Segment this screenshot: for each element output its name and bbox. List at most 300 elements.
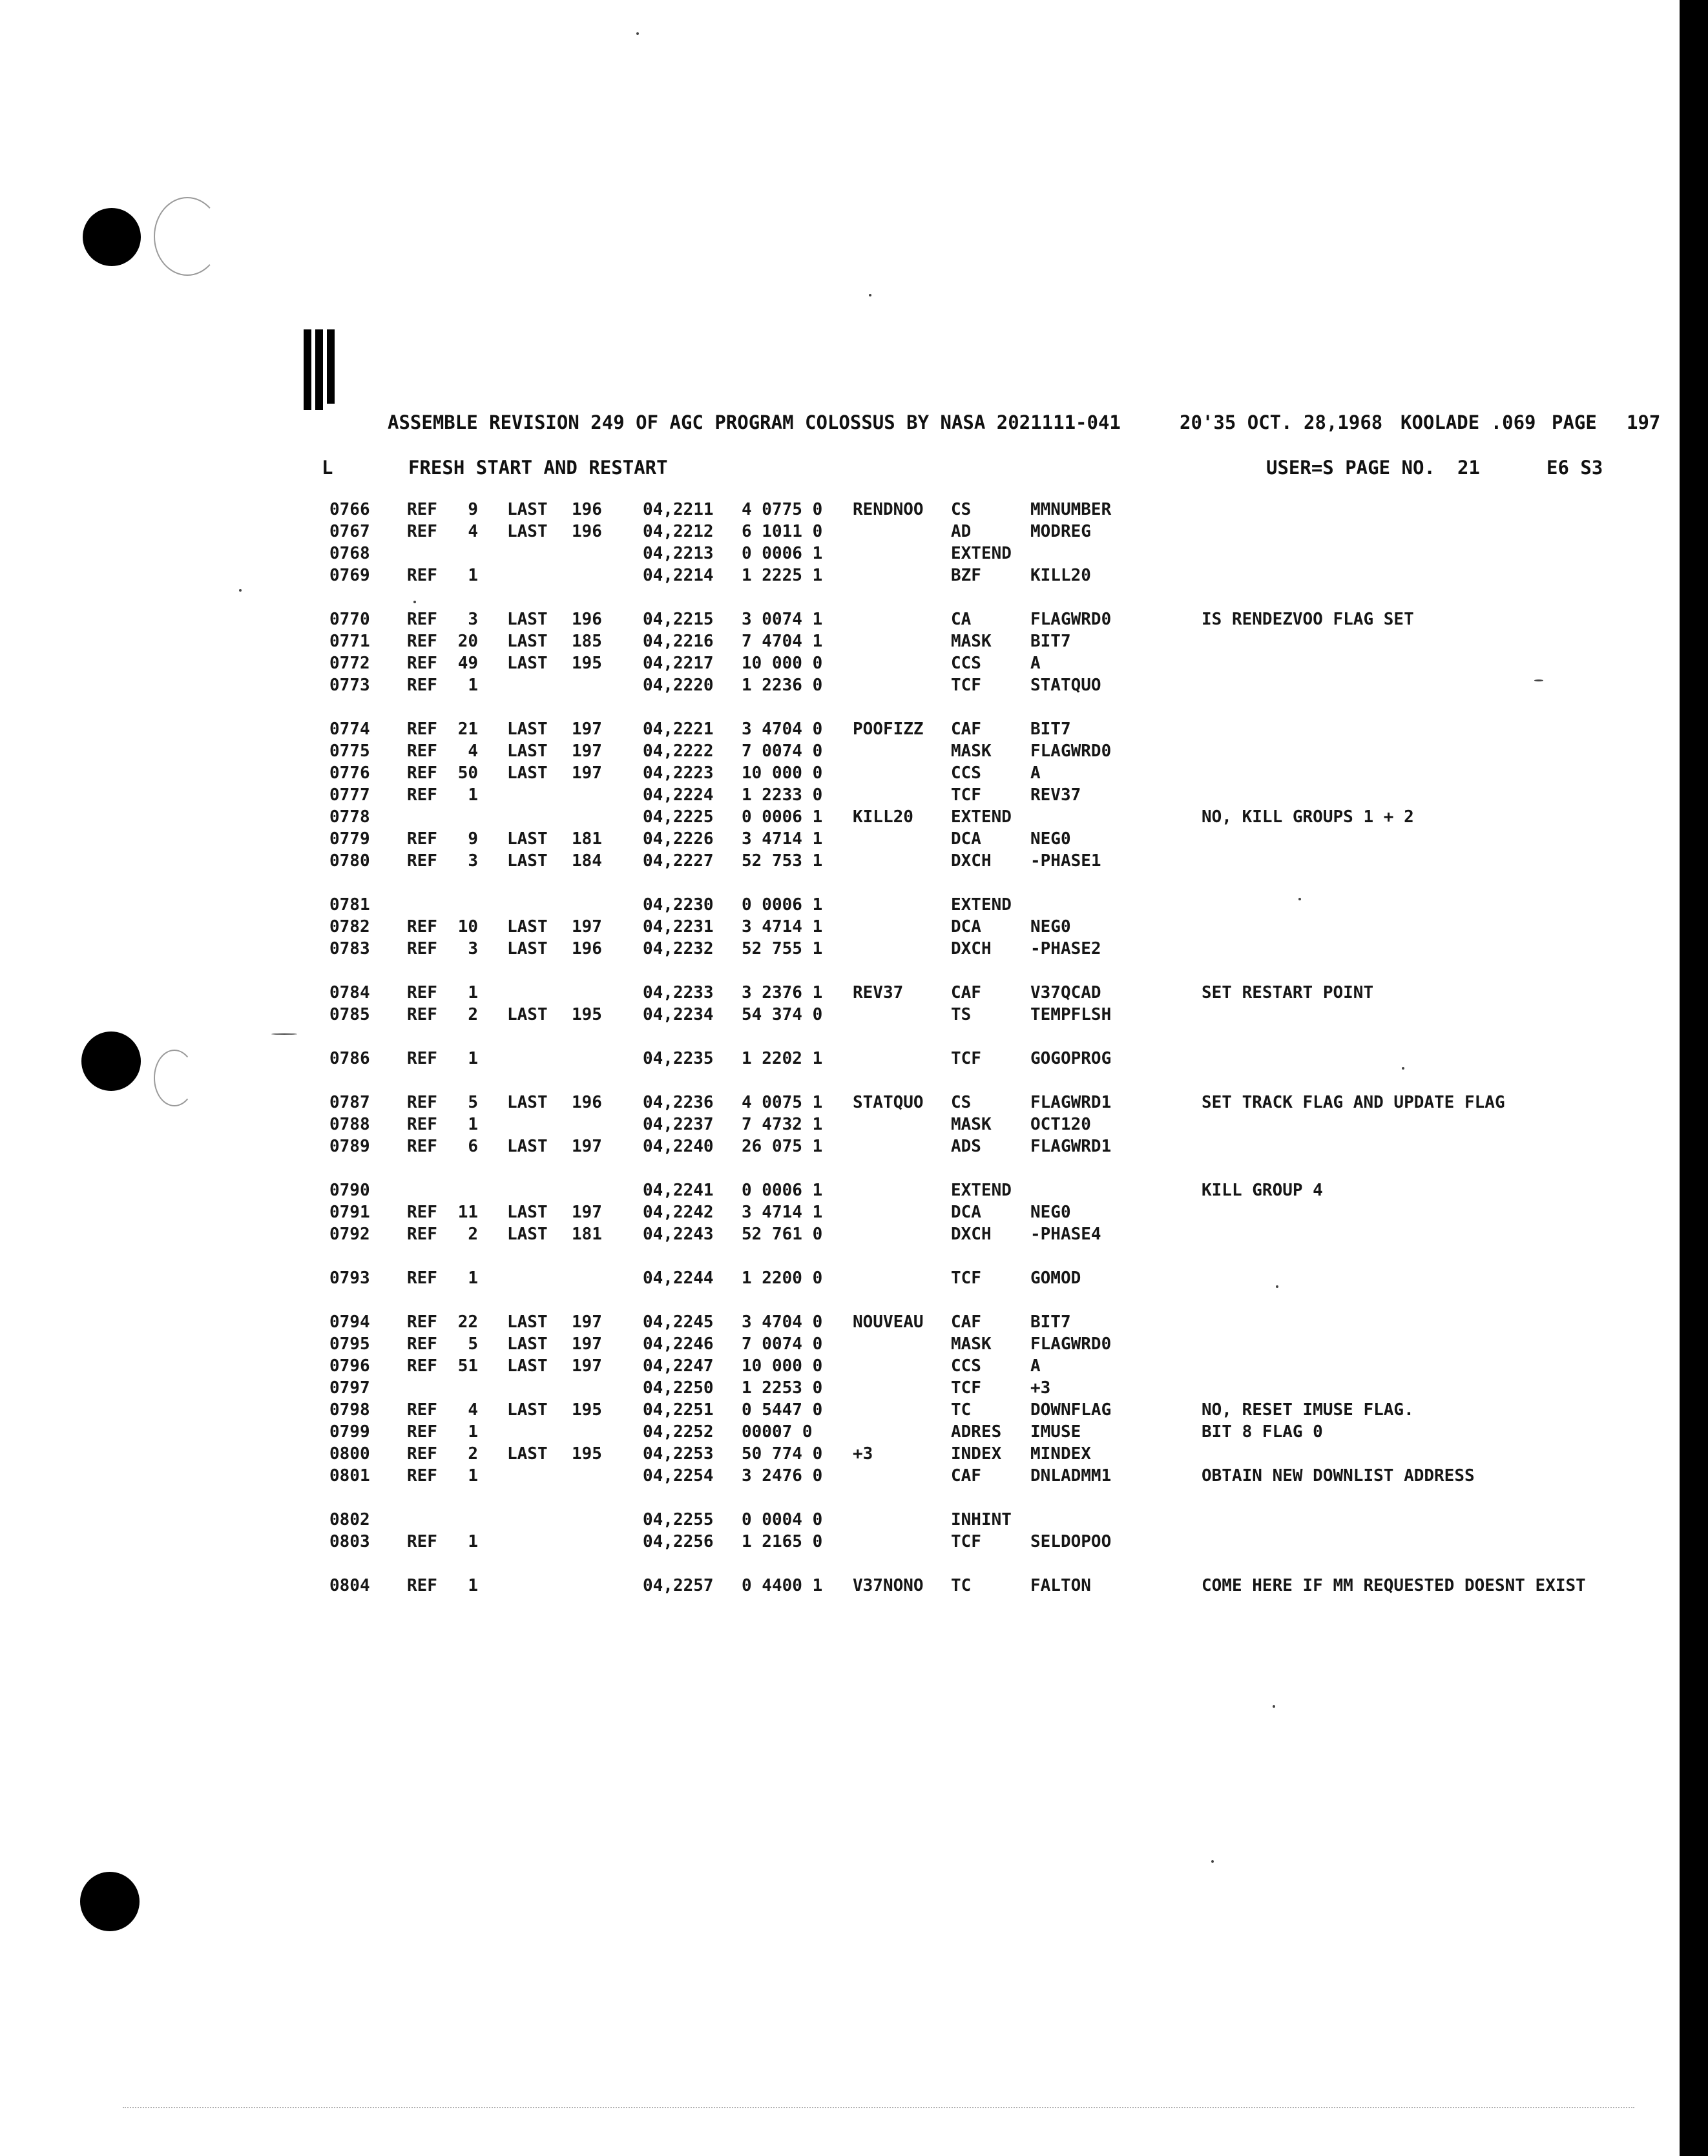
opcode: CCS [951, 763, 981, 783]
octal-word: 10 000 0 [742, 654, 823, 673]
operand: MINDEX [1030, 1444, 1091, 1464]
operand: KILL20 [1030, 566, 1091, 585]
ref-count: 3 [468, 939, 478, 959]
octal-word: 3 4704 0 [742, 1312, 823, 1332]
memory-address: 04,2234 [643, 1005, 714, 1024]
last-page: 184 [572, 851, 602, 871]
octal-word: 54 374 0 [742, 1005, 823, 1024]
ref-count: 50 [457, 763, 478, 783]
last-page: 195 [572, 1444, 602, 1464]
listing-row [0, 1575, 1680, 1597]
octal-word: 1 2165 0 [742, 1532, 823, 1551]
opcode: TCF [951, 1532, 981, 1551]
last-page: 196 [572, 939, 602, 959]
last-marker: LAST [507, 939, 548, 959]
ref-count: 1 [468, 1269, 478, 1288]
opcode: CS [951, 1093, 972, 1112]
opcode: BZF [951, 566, 981, 585]
line-number: 0799 [329, 1422, 370, 1442]
line-number: 0790 [329, 1181, 370, 1200]
octal-word: 3 2376 1 [742, 983, 823, 1002]
operand: -PHASE4 [1030, 1225, 1101, 1244]
line-number: 0793 [329, 1269, 370, 1288]
memory-address: 04,2231 [643, 917, 714, 937]
opcode: CA [951, 610, 972, 629]
ref-count: 1 [468, 1049, 478, 1068]
last-marker: LAST [507, 522, 548, 541]
listing-row [0, 1223, 1680, 1245]
last-marker: LAST [507, 500, 548, 519]
opcode: CAF [951, 720, 981, 739]
ref-marker: REF [407, 566, 437, 585]
operand: +3 [1030, 1378, 1051, 1398]
memory-address: 04,2225 [643, 807, 714, 827]
line-number: 0795 [329, 1334, 370, 1354]
memory-address: 04,2222 [643, 741, 714, 761]
opcode: EXTEND [951, 807, 1012, 827]
ref-count: 10 [457, 917, 478, 937]
section-title: FRESH START AND RESTART [408, 457, 668, 479]
memory-address: 04,2235 [643, 1049, 714, 1068]
listing-row [0, 1531, 1680, 1553]
listing-row [0, 1333, 1680, 1355]
operand: DNLADMM1 [1030, 1466, 1112, 1486]
line-number: 0779 [329, 829, 370, 849]
octal-word: 1 2236 0 [742, 676, 823, 695]
operand: DOWNFLAG [1030, 1400, 1112, 1420]
ref-count: 1 [468, 1422, 478, 1442]
memory-address: 04,2240 [643, 1137, 714, 1156]
last-page: 197 [572, 1356, 602, 1376]
octal-word: 3 4714 1 [742, 829, 823, 849]
listing-row [0, 828, 1680, 850]
octal-word: 3 4714 1 [742, 917, 823, 937]
memory-address: 04,2236 [643, 1093, 714, 1112]
octal-word: 1 2202 1 [742, 1049, 823, 1068]
ref-count: 1 [468, 1466, 478, 1486]
listing-row [0, 1311, 1680, 1333]
last-marker: LAST [507, 741, 548, 761]
ref-marker: REF [407, 851, 437, 871]
opcode: CCS [951, 1356, 981, 1376]
memory-address: 04,2251 [643, 1400, 714, 1420]
opcode: CAF [951, 983, 981, 1002]
opcode: CAF [951, 1312, 981, 1332]
opcode: DCA [951, 829, 981, 849]
user-id: KOOLADE .069 [1401, 411, 1536, 433]
last-marker: LAST [507, 1334, 548, 1354]
listing-row [0, 916, 1680, 938]
last-marker: LAST [507, 1093, 548, 1112]
ref-count: 1 [468, 785, 478, 805]
comment: KILL GROUP 4 [1202, 1181, 1323, 1200]
assembly-listing [0, 499, 1680, 1597]
ref-marker: REF [407, 610, 437, 629]
last-page: 197 [572, 917, 602, 937]
users-page-number: 21 [1457, 457, 1480, 479]
ref-marker: REF [407, 763, 437, 783]
ref-count: 1 [468, 1532, 478, 1551]
line-number: 0789 [329, 1137, 370, 1156]
listing-row [0, 1267, 1680, 1289]
memory-address: 04,2245 [643, 1312, 714, 1332]
comment: IS RENDEZVOO FLAG SET [1202, 610, 1414, 629]
opcode: MASK [951, 632, 992, 651]
listing-row [0, 1004, 1680, 1026]
octal-word: 3 4704 0 [742, 720, 823, 739]
line-number: 0783 [329, 939, 370, 959]
octal-word: 0 0006 1 [742, 1181, 823, 1200]
ref-marker: REF [407, 654, 437, 673]
last-page: 181 [572, 829, 602, 849]
listing-row [0, 784, 1680, 806]
last-marker: LAST [507, 1005, 548, 1024]
ref-count: 11 [457, 1203, 478, 1222]
last-marker: LAST [507, 654, 548, 673]
operand: TEMPFLSH [1030, 1005, 1112, 1024]
memory-address: 04,2243 [643, 1225, 714, 1244]
ref-count: 1 [468, 983, 478, 1002]
ref-marker: REF [407, 983, 437, 1002]
listing-row [0, 630, 1680, 652]
opcode: AD [951, 522, 972, 541]
ref-count: 51 [457, 1356, 478, 1376]
listing-row [0, 652, 1680, 674]
listing-row [0, 1443, 1680, 1465]
operand: FLAGWRD1 [1030, 1093, 1112, 1112]
listing-row [0, 1377, 1680, 1399]
memory-address: 04,2254 [643, 1466, 714, 1486]
operand: NEG0 [1030, 1203, 1071, 1222]
memory-address: 04,2233 [643, 983, 714, 1002]
ref-marker: REF [407, 720, 437, 739]
comment: OBTAIN NEW DOWNLIST ADDRESS [1202, 1466, 1475, 1486]
ref-marker: REF [407, 939, 437, 959]
operand: NEG0 [1030, 829, 1071, 849]
line-number: 0785 [329, 1005, 370, 1024]
memory-address: 04,2223 [643, 763, 714, 783]
operand: FLAGWRD0 [1030, 741, 1112, 761]
symbol-label: V37NONO [853, 1576, 924, 1595]
listing-row [0, 1509, 1680, 1531]
operand: MMNUMBER [1030, 500, 1112, 519]
operand: A [1030, 654, 1041, 673]
line-number: 0784 [329, 983, 370, 1002]
punch-hole-top [83, 208, 141, 266]
line-number: 0768 [329, 544, 370, 563]
memory-address: 04,2220 [643, 676, 714, 695]
opcode: TCF [951, 1049, 981, 1068]
listing-row [0, 1399, 1680, 1421]
memory-address: 04,2230 [643, 895, 714, 915]
operand: MODREG [1030, 522, 1091, 541]
opcode: TC [951, 1400, 972, 1420]
ref-count: 1 [468, 1115, 478, 1134]
memory-address: 04,2221 [643, 720, 714, 739]
line-number: 0771 [329, 632, 370, 651]
opcode: INHINT [951, 1510, 1012, 1529]
last-page: 197 [572, 763, 602, 783]
opcode: TCF [951, 1378, 981, 1398]
opcode: TCF [951, 785, 981, 805]
punch-hole-bottom [80, 1872, 140, 1931]
operand: -PHASE2 [1030, 939, 1101, 959]
listing-row [0, 982, 1680, 1004]
last-marker: LAST [507, 1356, 548, 1376]
memory-address: 04,2252 [643, 1422, 714, 1442]
symbol-label: STATQUO [853, 1093, 924, 1112]
ref-marker: REF [407, 1400, 437, 1420]
last-page: 197 [572, 1334, 602, 1354]
ref-marker: REF [407, 1356, 437, 1376]
line-number: 0772 [329, 654, 370, 673]
octal-word: 6 1011 0 [742, 522, 823, 541]
last-marker: LAST [507, 1225, 548, 1244]
octal-word: 0 5447 0 [742, 1400, 823, 1420]
ref-marker: REF [407, 1005, 437, 1024]
memory-address: 04,2212 [643, 522, 714, 541]
listing-row [0, 608, 1680, 630]
ref-count: 2 [468, 1225, 478, 1244]
operand: GOMOD [1030, 1269, 1081, 1288]
last-page: 196 [572, 522, 602, 541]
memory-address: 04,2217 [643, 654, 714, 673]
line-number: 0778 [329, 807, 370, 827]
operand: BIT7 [1030, 632, 1071, 651]
memory-address: 04,2250 [643, 1378, 714, 1398]
opcode: EXTEND [951, 895, 1012, 915]
memory-address: 04,2214 [643, 566, 714, 585]
line-number: 0774 [329, 720, 370, 739]
last-page: 197 [572, 1312, 602, 1332]
ref-marker: REF [407, 676, 437, 695]
line-number: 0775 [329, 741, 370, 761]
listing-row [0, 1048, 1680, 1070]
line-number: 0800 [329, 1444, 370, 1464]
octal-word: 52 761 0 [742, 1225, 823, 1244]
symbol-label: POOFIZZ [853, 720, 924, 739]
listing-row [0, 850, 1680, 872]
opcode: DXCH [951, 939, 992, 959]
listing-row [0, 1092, 1680, 1114]
listing-row [0, 499, 1680, 521]
ref-marker: REF [407, 522, 437, 541]
opcode: TCF [951, 1269, 981, 1288]
line-number: 0796 [329, 1356, 370, 1376]
octal-word: 7 0074 0 [742, 741, 823, 761]
operand: FALTON [1030, 1576, 1091, 1595]
operand: NEG0 [1030, 917, 1071, 937]
ref-count: 4 [468, 741, 478, 761]
opcode: DXCH [951, 851, 992, 871]
opcode: CCS [951, 654, 981, 673]
listing-row [0, 1179, 1680, 1201]
listing-row [0, 1465, 1680, 1487]
section-marker: L [322, 457, 333, 479]
operand: OCT120 [1030, 1115, 1091, 1134]
comment: SET RESTART POINT [1202, 983, 1374, 1002]
log-code: E6 S3 [1547, 457, 1603, 479]
listing-row [0, 674, 1680, 696]
octal-word: 1 2233 0 [742, 785, 823, 805]
operand: IMUSE [1030, 1422, 1081, 1442]
line-number: 0788 [329, 1115, 370, 1134]
line-number: 0766 [329, 500, 370, 519]
ref-marker: REF [407, 1137, 437, 1156]
print-timestamp: 20'35 OCT. 28,1968 [1180, 411, 1383, 433]
opcode: MASK [951, 1334, 992, 1354]
last-marker: LAST [507, 1312, 548, 1332]
line-number: 0791 [329, 1203, 370, 1222]
last-marker: LAST [507, 720, 548, 739]
last-marker: LAST [507, 610, 548, 629]
line-number: 0781 [329, 895, 370, 915]
last-page: 196 [572, 500, 602, 519]
ref-marker: REF [407, 1093, 437, 1112]
ref-count: 21 [457, 720, 478, 739]
operand: FLAGWRD1 [1030, 1137, 1112, 1156]
line-number: 0773 [329, 676, 370, 695]
ref-count: 22 [457, 1312, 478, 1332]
ref-count: 1 [468, 566, 478, 585]
octal-word: 00007 0 [742, 1422, 813, 1442]
octal-word: 50 774 0 [742, 1444, 823, 1464]
listing-row [0, 740, 1680, 762]
octal-word: 7 4732 1 [742, 1115, 823, 1134]
line-number: 0780 [329, 851, 370, 871]
ref-marker: REF [407, 785, 437, 805]
opcode: DXCH [951, 1225, 992, 1244]
octal-word: 26 075 1 [742, 1137, 823, 1156]
ref-marker: REF [407, 1269, 437, 1288]
listing-row [0, 565, 1680, 586]
listing-row [0, 718, 1680, 740]
octal-word: 52 753 1 [742, 851, 823, 871]
operand: FLAGWRD0 [1030, 610, 1112, 629]
line-number: 0801 [329, 1466, 370, 1486]
last-marker: LAST [507, 1137, 548, 1156]
octal-word: 0 4400 1 [742, 1576, 823, 1595]
octal-word: 3 0074 1 [742, 610, 823, 629]
memory-address: 04,2241 [643, 1181, 714, 1200]
ref-count: 5 [468, 1093, 478, 1112]
memory-address: 04,2247 [643, 1356, 714, 1376]
ref-marker: REF [407, 1049, 437, 1068]
octal-word: 0 0006 1 [742, 807, 823, 827]
octal-word: 4 0775 0 [742, 500, 823, 519]
page-label: PAGE [1552, 411, 1597, 433]
memory-address: 04,2227 [643, 851, 714, 871]
ref-marker: REF [407, 741, 437, 761]
last-page: 185 [572, 632, 602, 651]
ref-count: 6 [468, 1137, 478, 1156]
line-number: 0794 [329, 1312, 370, 1332]
ref-marker: REF [407, 1576, 437, 1595]
last-page: 196 [572, 610, 602, 629]
symbol-label: RENDNOO [853, 500, 924, 519]
opcode: EXTEND [951, 544, 1012, 563]
assembly-title: ASSEMBLE REVISION 249 OF AGC PROGRAM COLOSSUS BY NASA 2021111-041 [388, 411, 1121, 433]
last-marker: LAST [507, 632, 548, 651]
ref-marker: REF [407, 1532, 437, 1551]
opcode: MASK [951, 1115, 992, 1134]
line-number: 0777 [329, 785, 370, 805]
memory-address: 04,2255 [643, 1510, 714, 1529]
octal-word: 0 0006 1 [742, 544, 823, 563]
memory-address: 04,2237 [643, 1115, 714, 1134]
line-number: 0803 [329, 1532, 370, 1551]
ref-count: 9 [468, 500, 478, 519]
opcode: CS [951, 500, 972, 519]
ref-count: 9 [468, 829, 478, 849]
page-edge-dots [123, 2107, 1634, 2108]
opcode: EXTEND [951, 1181, 1012, 1200]
last-marker: LAST [507, 917, 548, 937]
listing-row [0, 1421, 1680, 1443]
opcode: CAF [951, 1466, 981, 1486]
octal-word: 7 4704 1 [742, 632, 823, 651]
ref-marker: REF [407, 1466, 437, 1486]
line-number: 0798 [329, 1400, 370, 1420]
page-number: 197 [1627, 411, 1661, 433]
ref-marker: REF [407, 1203, 437, 1222]
opcode: TC [951, 1576, 972, 1595]
ref-count: 4 [468, 1400, 478, 1420]
opcode: ADRES [951, 1422, 1002, 1442]
last-page: 197 [572, 1137, 602, 1156]
octal-word: 0 0006 1 [742, 895, 823, 915]
punch-hole-ghost-top [154, 197, 221, 276]
opcode: DCA [951, 1203, 981, 1222]
memory-address: 04,2215 [643, 610, 714, 629]
ref-marker: REF [407, 500, 437, 519]
comment: COME HERE IF MM REQUESTED DOESNT EXIST [1202, 1576, 1586, 1595]
line-number: 0787 [329, 1093, 370, 1112]
opcode: MASK [951, 741, 992, 761]
octal-word: 1 2225 1 [742, 566, 823, 585]
last-page: 196 [572, 1093, 602, 1112]
memory-address: 04,2226 [643, 829, 714, 849]
line-number: 0797 [329, 1378, 370, 1398]
last-marker: LAST [507, 851, 548, 871]
listing-row [0, 543, 1680, 565]
listing-row [0, 806, 1680, 828]
octal-word: 10 000 0 [742, 763, 823, 783]
opcode: INDEX [951, 1444, 1002, 1464]
memory-address: 04,2244 [643, 1269, 714, 1288]
ref-count: 4 [468, 522, 478, 541]
last-marker: LAST [507, 1203, 548, 1222]
listing-row [0, 762, 1680, 784]
comment: NO, RESET IMUSE FLAG. [1202, 1400, 1414, 1420]
last-marker: LAST [507, 1444, 548, 1464]
memory-address: 04,2213 [643, 544, 714, 563]
listing-row [0, 521, 1680, 543]
line-number: 0792 [329, 1225, 370, 1244]
listing-row [0, 1201, 1680, 1223]
operand: V37QCAD [1030, 983, 1101, 1002]
line-number: 0802 [329, 1510, 370, 1529]
line-number: 0769 [329, 566, 370, 585]
line-number: 0770 [329, 610, 370, 629]
line-number: 0767 [329, 522, 370, 541]
listing-row [0, 1114, 1680, 1135]
ref-marker: REF [407, 917, 437, 937]
memory-address: 04,2253 [643, 1444, 714, 1464]
opcode: TCF [951, 676, 981, 695]
listing-row [0, 1355, 1680, 1377]
last-page: 195 [572, 1005, 602, 1024]
